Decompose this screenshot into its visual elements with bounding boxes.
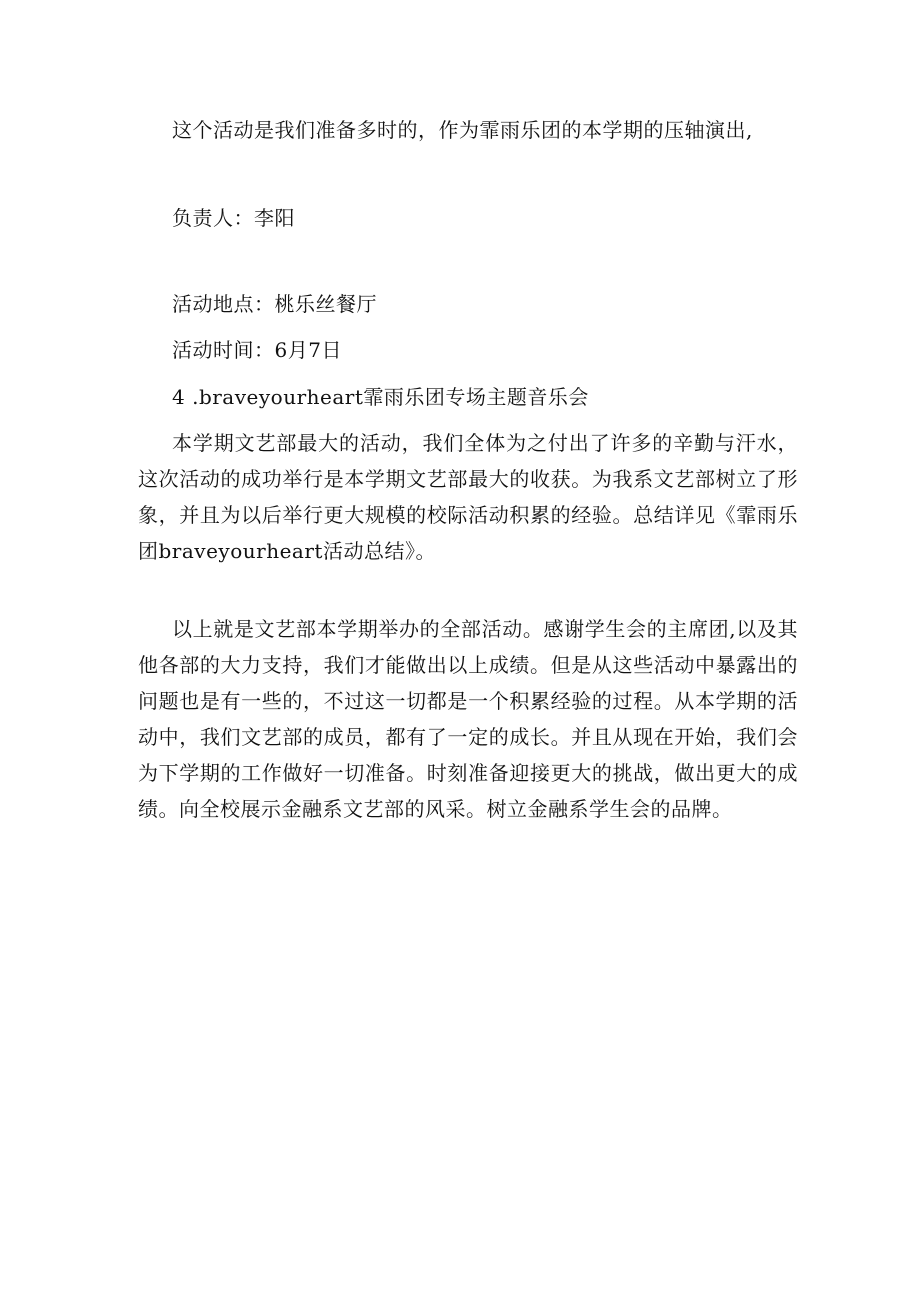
closing-paragraph: 以上就是文艺部本学期举办的全部活动。感谢学生会的主席团,以及其他各部的大力支持，我们才能做出以上成绩。但是从这些活动中暴露出的问题也是有一些的，不过这一切都是一个积累经验的过程。从本学期的活动中，我们文艺部的成员，都有了一定的成长。并且从现在开始，我们会为下学期的工作做好一切准备。时刻准备迎接更大的挑战，做出更大的成绩。向全校展示金融系文艺部的风采。树立金融系学生会的品牌。 xyxy=(138,617,798,821)
intro-line: 这个活动是我们准备多时的，作为霏雨乐团的本学期的压轴演出, xyxy=(172,118,753,142)
item-4-paragraph: 本学期文艺部最大的活动，我们全体为之付出了许多的辛勤与汗水，这次活动的成功举行是本学期文艺部最大的收获。为我系文艺部树立了形象，并且为以后举行更大规模的校际活动积累的经验。总结详见《霏雨乐团braveyourheart活动总结》。 xyxy=(138,431,798,563)
item-4-heading: 4 .braveyourheart霏雨乐团专场主题音乐会 xyxy=(172,385,589,409)
activity-location: 活动地点：桃乐丝餐厅 xyxy=(172,292,377,316)
activity-time: 活动时间：6月7日 xyxy=(172,338,342,362)
responsible-person: 负责人：李阳 xyxy=(172,206,295,230)
